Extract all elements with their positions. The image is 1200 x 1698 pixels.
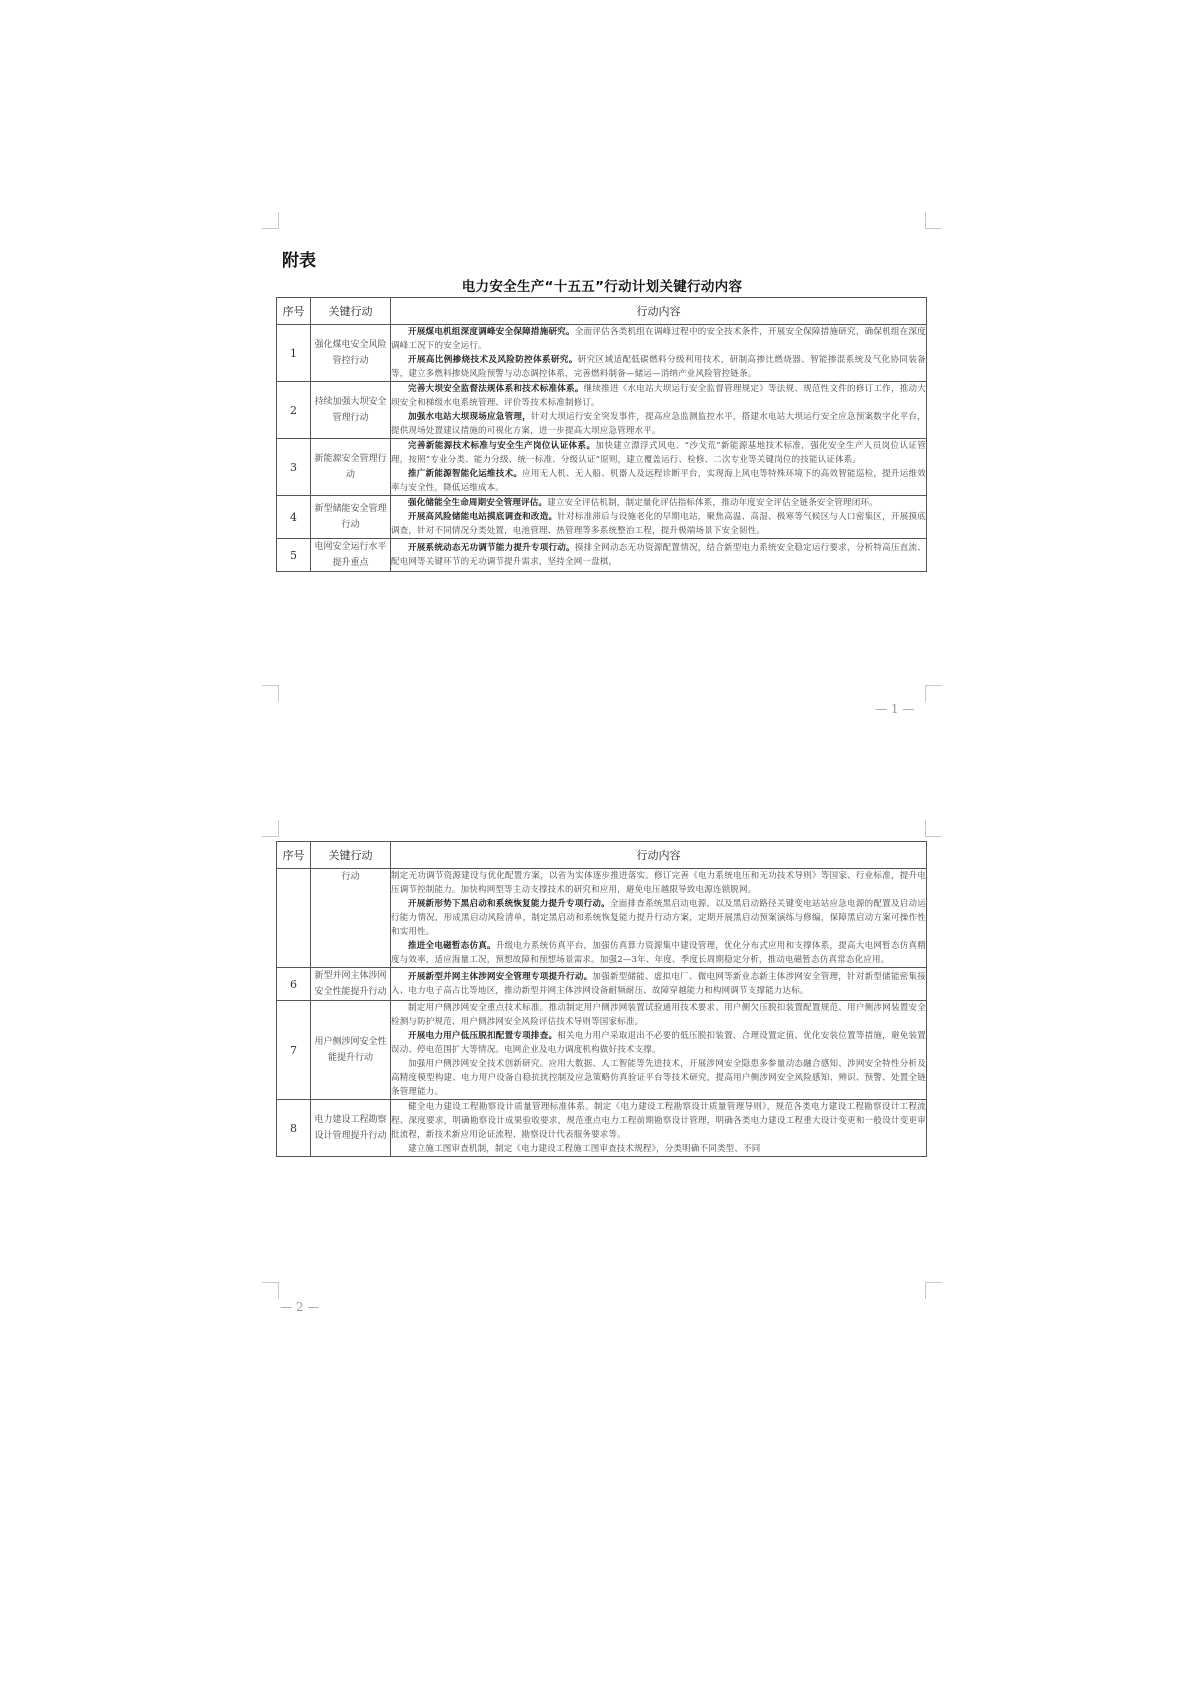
table-row xyxy=(277,869,927,968)
paragraph-text: 加快建立漂浮式风电、“沙戈荒”新能源基地技术标准，强化安全生产人员岗位认证管理，按照“专业分类、能力分级、统一标准、分级认证”原则，建立覆盖运行、检修、二次专业等关键岗位的技能认证体系。 xyxy=(391,441,927,465)
action-content xyxy=(391,439,927,496)
action-content xyxy=(391,496,927,539)
paragraph-lead: 开展新形势下黑启动和系统恢复能力提升专项行动。 xyxy=(408,899,610,909)
key-action-name: 电网安全运行水平提升重点 xyxy=(311,539,391,572)
content-paragraph xyxy=(391,353,926,381)
paragraph-text: 摸排全网动态无功资源配置情况，结合新型电力系统安全稳定运行要求，分析特高压直流、配电网等关键环节的无功调节提升需求，坚持全网一盘棋， xyxy=(391,543,926,567)
row-number: 4 xyxy=(277,496,311,539)
column-header-action: 关键行动 xyxy=(311,842,391,869)
paragraph-text: 建立施工图审查机制，制定《电力建设工程施工图审查技术规程》，分类明确不同类型、不同 xyxy=(408,1144,761,1154)
table-row xyxy=(277,1100,927,1157)
column-header-content: 行动内容 xyxy=(391,842,927,869)
content-paragraph xyxy=(391,325,926,353)
content-paragraph xyxy=(391,1029,926,1057)
row-number: 1 xyxy=(277,325,311,382)
paragraph-text: 相关电力用户采取退出不必要的低压脱扣装置、合理设置定值、优化安装位置等措施，避免装置误动、停电范围扩大等情况。电网企业及电力调度机构做好技术支撑。 xyxy=(391,1031,926,1055)
key-action-name: 新型储能安全管理行动 xyxy=(311,496,391,539)
column-header-no: 序号 xyxy=(277,842,311,869)
row-number: 7 xyxy=(277,1001,311,1100)
action-content xyxy=(391,869,927,968)
paragraph-text: 制定无功调节资源建设与优化配置方案，以省为实体逐步推进落实。修订完善《电力系统电压和无功技术导则》等国家、行业标准，提升电压调节控制能力。加快构网型等主动支撑技术的研究和应用，避免电压越限导致电源连锁脱网。 xyxy=(391,871,926,895)
content-paragraph xyxy=(391,939,926,967)
paragraph-lead: 完善大坝安全监督法规体系和技术标准体系。 xyxy=(408,384,584,394)
paragraph-lead: 完善新能源技术标准与安全生产岗位认证体系。 xyxy=(408,441,596,451)
key-actions-table xyxy=(276,297,927,572)
table-row xyxy=(277,539,927,572)
paragraph-lead: 强化储能全生命周期安全管理评估。 xyxy=(408,498,548,508)
action-content xyxy=(391,539,927,572)
column-header-content: 行动内容 xyxy=(391,298,927,325)
paragraph-lead: 加强水电站大坝现场应急管理， xyxy=(408,412,531,422)
paragraph-lead: 开展新型并网主体涉网安全管理专项提升行动。 xyxy=(408,972,593,982)
row-number: 5 xyxy=(277,539,311,572)
content-paragraph xyxy=(391,1057,926,1099)
key-action-name: 强化煤电安全风险管控行动 xyxy=(311,325,391,382)
content-paragraph xyxy=(391,541,926,569)
crop-mark xyxy=(262,685,279,702)
page-number: — 1 — xyxy=(875,702,915,716)
row-number: 3 xyxy=(277,439,311,496)
crop-mark xyxy=(262,1282,279,1299)
paragraph-lead: 推进全电磁暂态仿真。 xyxy=(408,941,496,951)
paragraph-text: 制定用户侧涉网安全重点技术标准。推动制定用户侧涉网装置试验通用技术要求、用户侧欠压脱扣装置配置规范、用户侧涉网装置安全检测与防护规范、用户侧涉网安全风险评估技术导则等国家标准。 xyxy=(391,1003,926,1027)
paragraph-text: 全面评估各类机组在调峰过程中的安全技术条件，开展安全保障措施研究，确保机组在深度调峰工况下的安全运行。 xyxy=(391,327,926,351)
paragraph-text: 加强新型储能、虚拟电厂、微电网等新业态新主体涉网安全管理，针对新型储能密集接入、电力电子高占比等地区，推动新型并网主体涉网设备耐频耐压、故障穿越能力和构网调节支撑能力达标。 xyxy=(391,972,927,996)
row-number: 8 xyxy=(277,1100,311,1157)
paragraph-lead: 开展煤电机组深度调峰安全保障措施研究。 xyxy=(408,327,575,337)
paragraph-text: 继续推进《水电站大坝运行安全监督管理规定》等法规、规范性文件的修订工作，推动大坝安全和梯级水电系统管理、评价等技术标准制修订。 xyxy=(391,384,926,408)
column-header-action: 关键行动 xyxy=(311,298,391,325)
content-paragraph xyxy=(391,467,926,495)
action-content xyxy=(391,325,927,382)
content-paragraph xyxy=(391,897,926,939)
crop-mark xyxy=(262,212,279,229)
paragraph-text: 健全电力建设工程勘察设计质量管理标准体系。制定《电力建设工程勘察设计质量管理导则》，规范各类电力建设工程勘察设计工程流程、深度要求，明确勘察设计成果验收要求，规范重点电力工程前期勘察设计管理，明确各类电力建设工程重大设计变更和一般设计变更审批流程，新技术新应用论证流程、勘察设计代表服务要求等。 xyxy=(391,1102,926,1140)
paragraph-lead: 开展系统动态无功调节能力提升专项行动。 xyxy=(408,543,575,553)
crop-mark xyxy=(925,1282,942,1299)
action-content xyxy=(391,1001,927,1100)
content-paragraph xyxy=(391,382,926,410)
content-paragraph xyxy=(391,1100,926,1142)
paragraph-lead: 开展高比例掺烧技术及风险防控体系研究。 xyxy=(408,355,578,365)
content-paragraph xyxy=(391,869,926,897)
crop-mark xyxy=(925,685,942,702)
key-action-name: 新型并网主体涉网安全性能提升行动 xyxy=(311,968,391,1001)
paragraph-lead: 推广新能源智能化运维技术。 xyxy=(408,469,523,479)
paragraph-lead: 开展高风险储能电站摸底调查和改造。 xyxy=(408,512,558,522)
key-action-name: 电力建设工程勘察设计管理提升行动 xyxy=(311,1100,391,1157)
row-number: 2 xyxy=(277,382,311,439)
key-action-name: 用户侧涉网安全性能提升行动 xyxy=(311,1001,391,1100)
paragraph-text: 加强用户侧涉网安全技术创新研究。应用大数据、人工智能等先进技术，开展涉网安全隐患多参量动态融合感知、涉网安全特性分析及高精度模型构建、电力用户设备自稳抗扰控制及应急策略仿真验证平台等技术研究，提高用户侧涉网安全风险感知、辨识、预警、处置全链条管理能力。 xyxy=(391,1059,926,1097)
content-paragraph xyxy=(391,1142,926,1156)
table-header-row xyxy=(277,298,927,325)
paragraph-text: 升级电力系统仿真平台，加强仿真算力资源集中建设管理，优化分布式应用和支撑体系，提高大电网暂态仿真精度与效率，适应海量工况，预想故障和预想场景需求。加强2—3年、年度、季度长周期稳定分析，推动电磁暂态仿真常态化应用。 xyxy=(391,941,926,965)
table-row xyxy=(277,1001,927,1100)
key-action-name: 行动 xyxy=(311,869,391,968)
column-header-no: 序号 xyxy=(277,298,311,325)
table-row xyxy=(277,968,927,1001)
crop-mark xyxy=(925,212,942,229)
table-row xyxy=(277,325,927,382)
paragraph-text: 针对大坝运行安全突发事件，提高应急监测监控水平，搭建水电站大坝运行安全应急预案数字化平台，提供现场处置建议措施的可视化方案，进一步提高大坝应急管理水平。 xyxy=(391,412,926,436)
paragraph-text: 针对标准滞后与设施老化的早期电站，聚焦高温、高湿、极寒等气候区与人口密集区，开展摸底调查，针对不同情况分类处置，电池管理、热管理等多系统整治工程，提升极端场景下安全韧性。 xyxy=(391,512,926,536)
table-row xyxy=(277,382,927,439)
content-paragraph xyxy=(391,410,926,438)
row-number xyxy=(277,869,311,968)
content-paragraph xyxy=(391,1001,926,1029)
page-title: 电力安全生产“十五五”行动计划关键行动内容 xyxy=(461,279,743,295)
document-page-1 xyxy=(0,0,1200,720)
table-header-row xyxy=(277,842,927,869)
action-content xyxy=(391,382,927,439)
crop-mark xyxy=(925,820,942,837)
content-paragraph xyxy=(391,970,926,998)
crop-mark xyxy=(262,820,279,837)
paragraph-text: 建立安全评估机制，制定量化评估指标体系，推动年度安全评估全链条安全管理闭环。 xyxy=(547,498,878,508)
document-page-2 xyxy=(0,820,1200,1340)
appendix-label: 附表 xyxy=(282,251,316,271)
key-actions-table-continued xyxy=(276,841,927,1157)
table-row xyxy=(277,439,927,496)
content-paragraph xyxy=(391,439,926,467)
content-paragraph xyxy=(391,496,926,510)
paragraph-lead: 开展电力用户低压脱扣配置专项排查。 xyxy=(408,1031,558,1041)
paragraph-text: 应用无人机、无人船、机器人及远程诊断平台，实现海上风电等特殊环境下的高效智能巡检，提升运维效率与安全性，降低运维成本。 xyxy=(391,469,926,493)
content-paragraph xyxy=(391,510,926,538)
action-content xyxy=(391,1100,927,1157)
page-number: — 2 — xyxy=(280,1300,320,1314)
paragraph-text: 研究区域适配低碳燃料分级利用技术，研制高掺比燃烧器、智能掺混系统及气化协同装备等，建立多燃料掺烧风险预警与动态调控体系，完善燃料制备—储运—消纳产业风险管控链条。 xyxy=(391,355,926,379)
paragraph-text: 全面排查系统黑启动电源，以及黑启动路径关键变电站站应急电源的配置及启动运行能力情况，形成黑启动风险清单，制定黑启动和系统恢复能力提升行动方案，定期开展黑启动预案演练与修编，保障黑启动方案可操作性和实用性。 xyxy=(391,899,926,937)
key-action-name: 新能源安全管理行动 xyxy=(311,439,391,496)
key-action-name: 持续加强大坝安全管理行动 xyxy=(311,382,391,439)
row-number: 6 xyxy=(277,968,311,1001)
table-row xyxy=(277,496,927,539)
action-content xyxy=(391,968,927,1001)
